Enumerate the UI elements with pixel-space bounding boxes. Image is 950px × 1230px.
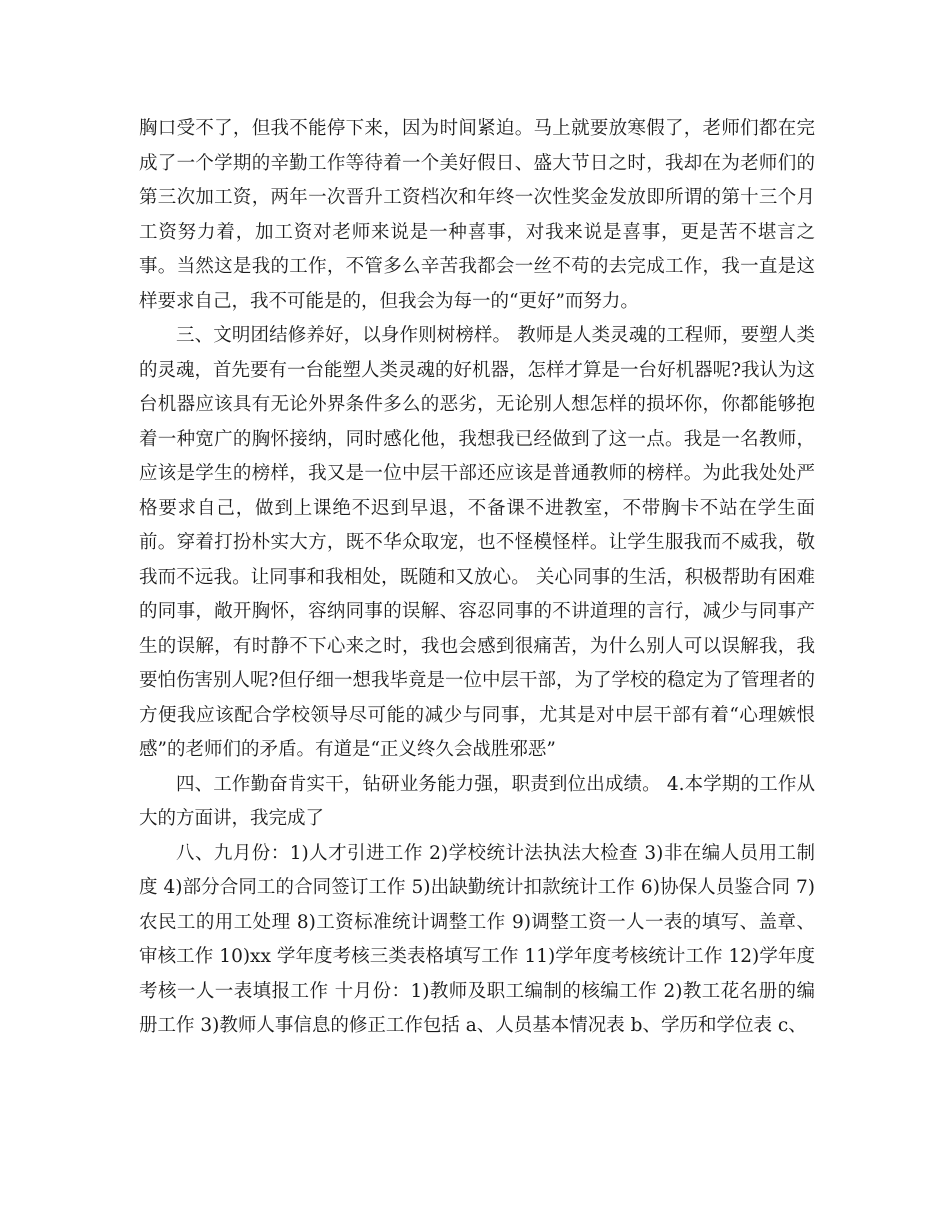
- document-body: [139, 112, 815, 1044]
- paragraph-section-four: 四、工作勤奋肯实干，钻研业务能力强，职责到位出成绩。 4.本学期的工作从大的方面讲，我完成了: [139, 773, 815, 829]
- paragraph-section-three: 三、文明团结修养好，以身作则树榜样。 教师是人类灵魂的工程师，要塑人类的灵魂，首先要有一台能塑人类灵魂的好机器，怎样才算是一台好机器呢?我认为这台机器应该具有无论外界条件多么的恶劣，无论别人想怎样的损坏你，你都能够抱着一种宽广的胸怀接纳，同时感化他，我想我已经做到了这一点。我是一名教师，应该是学生的榜样，我又是一位中层干部还应该是普通教师的榜样。为此我处处严格要求自己，做到上课绝不迟到早退，不备课不进教室，不带胸卡不站在学生面前。穿着打扮朴实大方，既不华众取宠，也不怪模怪样。让学生服我而不威我，敬我而不远我。让同事和我相处，既随和又放心。 关心同事的生活，积极帮助有困难的同事，敞开胸怀，容纳同事的误解、容忍同事的不讲道理的言行，减少与同事产生的误解，有时静不下心来之时，我也会感到很痛苦，为什么别人可以误解我，我要怕伤害别人呢?但仔细一想我毕竟是一位中层干部，为了学校的稳定为了管理者的方便我应该配合学校领导尽可能的减少与同事，尤其是对中层干部有着“心理嫉恨感”的老师们的矛盾。有道是“正义终久会战胜邪恶”: [139, 325, 815, 760]
- paragraph-continuation: 胸口受不了，但我不能停下来，因为时间紧迫。马上就要放寒假了，老师们都在完成了一个学期的辛勤工作等待着一个美好假日、盛大节日之时，我却在为老师们的第三次加工资，两年一次晋升工资档次和年终一次性奖金发放即所谓的第十三个月工资努力着，加工资对老师来说是一种喜事，对我来说是喜事，更是苦不堪言之事。当然这是我的工作，不管多么辛苦我都会一丝不苟的去完成工作，我一直是这样要求自己，我不可能是的，但我会为每一的“更好”而努力。: [139, 118, 815, 312]
- paragraph-work-list: 八、九月份：1)人才引进工作 2)学校统计法执法大检查 3)非在编人员用工制度 4)部分合同工的合同签订工作 5)出缺勤统计扣款统计工作 6)协保人员鉴合同 7)农民工的用工处理 8)工资标准统计调整工作 9)调整工资一人一表的填写、盖章、审核工作 10)xx 学年度考核三类表格填写工作 11)学年度考核统计工作 12)学年度考核一人一表填报工作 十月份：1)教师及职工编制的核编工作 2)教工花名册的编册工作 3)教师人事信息的修正工作包括 a、人员基本情况表 b、学历和学位表 c、: [139, 842, 815, 1036]
